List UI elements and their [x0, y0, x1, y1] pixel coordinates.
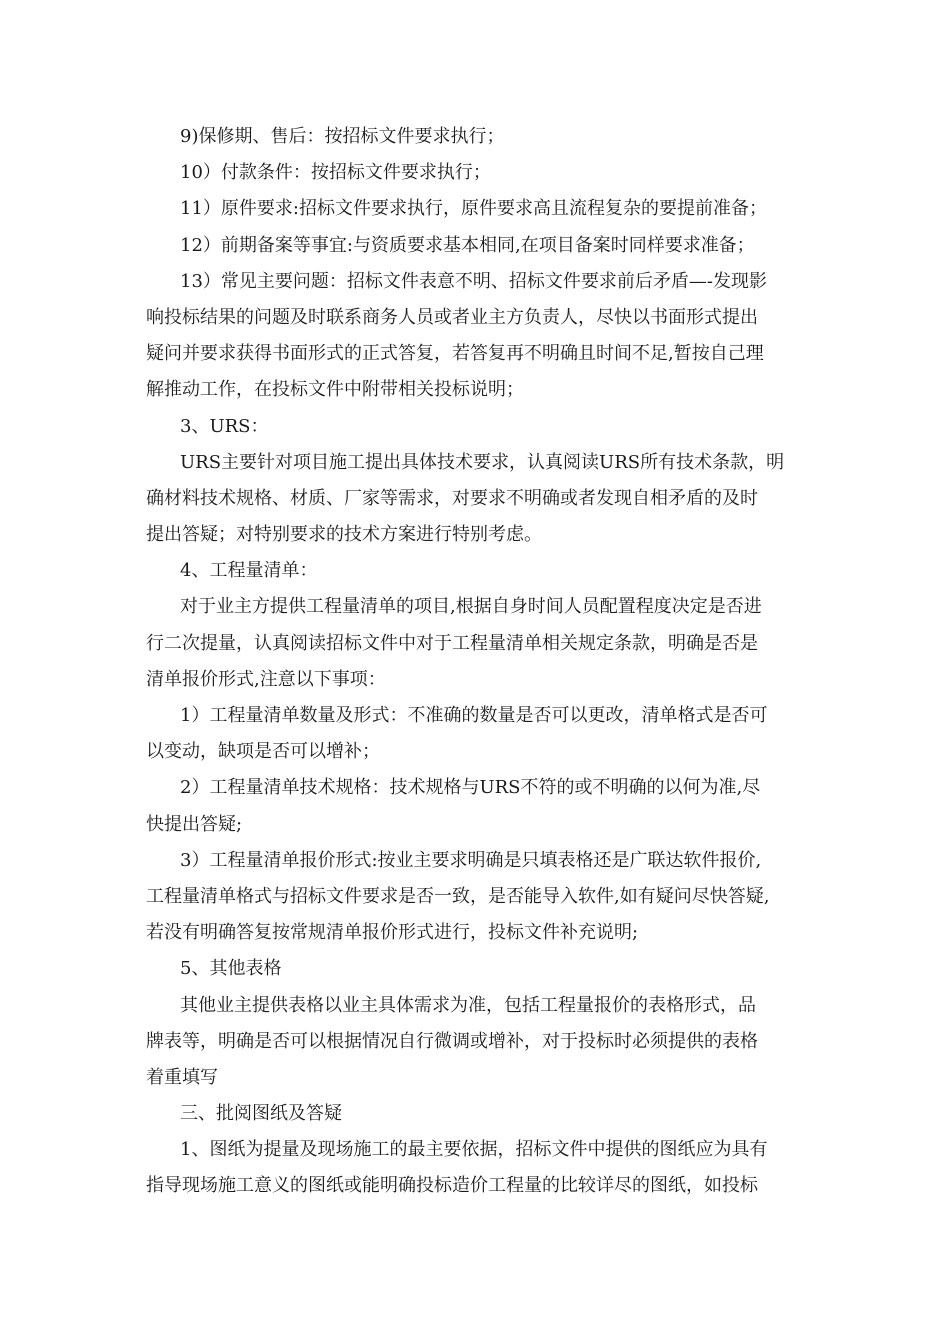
text-line: 11）原件要求:招标文件要求执行，原件要求高且流程复杂的要提前准备； — [180, 198, 767, 220]
text-line: 确材料技术规格、材质、厂家等需求，对要求不明确或者发现自相矛盾的及时 — [146, 487, 758, 509]
text-line: 工程量清单格式与招标文件要求是否一致，是否能导入软件,如有疑问尽快答疑, — [146, 885, 770, 907]
text-line: 其他业主提供表格以业主具体需求为准，包括工程量报价的表格形式，品 — [180, 994, 756, 1016]
text-line: 疑问并要求获得书面形式的正式答复，若答复再不明确且时间不足,暂按自己理 — [146, 343, 764, 365]
document-body — [146, 119, 806, 1205]
text-line: 三、批阅图纸及答疑 — [180, 1103, 342, 1125]
text-line: 9)保修期、售后：按招标文件要求执行； — [180, 126, 505, 147]
text-line: 快提出答疑; — [146, 813, 243, 835]
text-line: 5、其他表格 — [180, 958, 282, 980]
text-line: 提出答疑；对特别要求的技术方案进行特别考虑。 — [146, 524, 542, 546]
text-line: 行二次提量，认真阅读招标文件中对于工程量清单相关规定条款，明确是否是 — [146, 632, 758, 654]
text-line: 解推动工作，在投标文件中附带相关投标说明； — [146, 379, 524, 401]
text-line: 13）常见主要问题：招标文件表意不明、招标文件要求前后矛盾—-发现影 — [180, 270, 767, 292]
text-line: 着重填写 — [146, 1066, 218, 1088]
text-line: 若没有明确答复按常规清单报价形式进行，投标文件补充说明; — [146, 922, 639, 944]
text-line: 12）前期备案等事宜:与资质要求基本相同,在项目备案时同样要求准备； — [180, 234, 755, 256]
text-line: 3）工程量清单报价形式:按业主要求明确是只填表格还是广联达软件报价, — [180, 849, 762, 871]
text-line: 清单报价形式,注意以下事项： — [146, 668, 386, 690]
text-line: 1）工程量清单数量及形式：不准确的数量是否可以更改，清单格式是否可 — [180, 705, 768, 726]
text-line: 4、工程量清单： — [180, 560, 318, 582]
text-line: 牌表等，明确是否可以根据情况自行微调或增补，对于投标时必须提供的表格 — [146, 1030, 758, 1052]
text-line: 响投标结果的问题及时联系商务人员或者业主方负责人，尽快以书面形式提出 — [146, 306, 758, 328]
text-line: 以变动，缺项是否可以增补； — [146, 741, 380, 763]
text-line: 1、图纸为提量及现场施工的最主要依据，招标文件中提供的图纸应为具有 — [180, 1139, 768, 1161]
text-line: URS主要针对项目施工提出具体技术要求，认真阅读URS所有技术条款，明 — [180, 451, 785, 473]
text-line: 指导现场施工意义的图纸或能明确投标造价工程量的比较详尽的图纸，如投标 — [146, 1175, 758, 1197]
text-line: 对于业主方提供工程量清单的项目,根据自身时间人员配置程度决定是否进 — [180, 596, 762, 618]
text-line: 2）工程量清单技术规格：技术规格与URS不符的或不明确的以何为准,尽 — [180, 777, 761, 799]
text-line: 10）付款条件：按招标文件要求执行； — [180, 162, 491, 184]
text-line: 3、URS： — [180, 415, 269, 437]
